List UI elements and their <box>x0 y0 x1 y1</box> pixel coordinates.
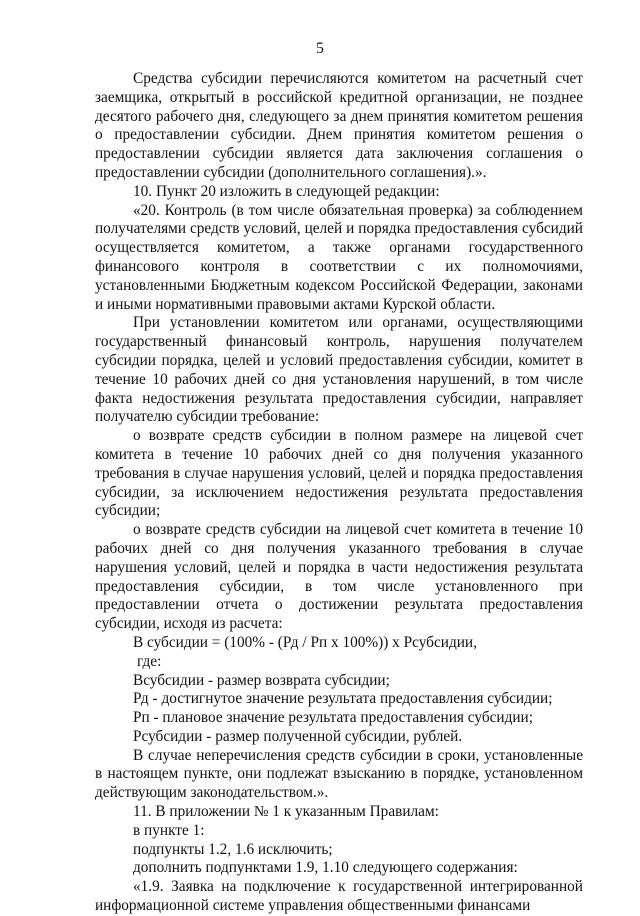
formula-var-rsubsidii: Рсубсидии - размер полученной субсидии, рублей. <box>133 727 463 745</box>
formula-where: где: <box>137 652 162 670</box>
formula: В субсидии = (100% - (Рд / Рп х 100%)) х Рсубсидии, <box>133 633 477 651</box>
formula-var-vsubsidii: Всубсидии - размер возврата субсидии; <box>133 671 390 689</box>
paragraph-item-10: 10. Пункт 20 изложить в следующей редакции: <box>133 182 440 200</box>
formula-var-rd: Рд - достигнутое значение результата предоставления субсидии; <box>133 690 553 708</box>
paragraph-add-subpoints: дополнить подпунктами 1.9, 1.10 следующего содержания: <box>133 859 518 877</box>
paragraph-violation-requirement: При установлении комитетом или органами, осуществляющими государственный финансовый контроль, нарушения получателем субсидии порядка, целей и условий предоставления субсидии, комитет в течение 10 рабочих дней со дня установления нарушений, в том числе факта недостижения результата предоставления субсидии, направляет получателю субсидии требование: <box>95 314 583 426</box>
paragraph-item-11: 11. В приложении № 1 к указанным Правилам: <box>133 803 439 821</box>
paragraph-in-point-1: в пункте 1: <box>133 821 205 839</box>
paragraph-exclude-subpoints: подпункты 1.2, 1.6 исключить; <box>133 840 333 858</box>
formula-var-rp: Рп - плановое значение результата предоставления субсидии; <box>133 709 533 727</box>
paragraph-non-transfer: В случае неперечисления средств субсидии в сроки, установленные в настоящем пункте, они подлежат взысканию в порядке, установленном действующим законодательством.». <box>95 746 583 802</box>
page-number: 5 <box>316 40 324 57</box>
paragraph-point-20-control: «20. Контроль (в том числе обязательная проверка) за соблюдением получателями средств условий, целей и порядка предоставления субсидий осуществляется комитетом, а также органами государственного финансового контроля в соответствии с их полномочиями, установленными Бюджетным кодексом Российской Федерации, законами и иными нормативными правовыми актами Курской области. <box>95 201 583 313</box>
paragraph-subsidy-transfer: Средства субсидии перечисляются комитетом на расчетный счет заемщика, открытый в российской кредитной организации, не позднее десятого рабочего дня, следующего за днем принятия комитетом решения о предоставлении субсидии. Днем принятия комитетом решения о предоставлении субсидии является дата заключения соглашения о предоставлении субсидии (дополнительного соглашения).». <box>95 70 583 181</box>
paragraph-full-return: о возврате средств субсидии в полном размере на лицевой счет комитета в течение 10 рабочих дней со дня получения указанного требования в случае нарушения условий, целей и порядка предоставления субсидии, за исключением недостижения результата предоставления субсидии; <box>95 427 583 520</box>
document-body <box>95 70 583 916</box>
paragraph-partial-return: о возврате средств субсидии на лицевой счет комитета в течение 10 рабочих дней со дня получения указанного требования в случае нарушения условий, целей и порядка в части недостижения результата предоставления субсидии, в том числе установленного при предоставлении отчета о достижении результата предоставления субсидии, исходя из расчета: <box>95 521 583 633</box>
paragraph-subpoint-1-9: «1.9. Заявка на подключение к государственной интегрированной информационной системе управления общественными финансами <box>95 878 583 915</box>
